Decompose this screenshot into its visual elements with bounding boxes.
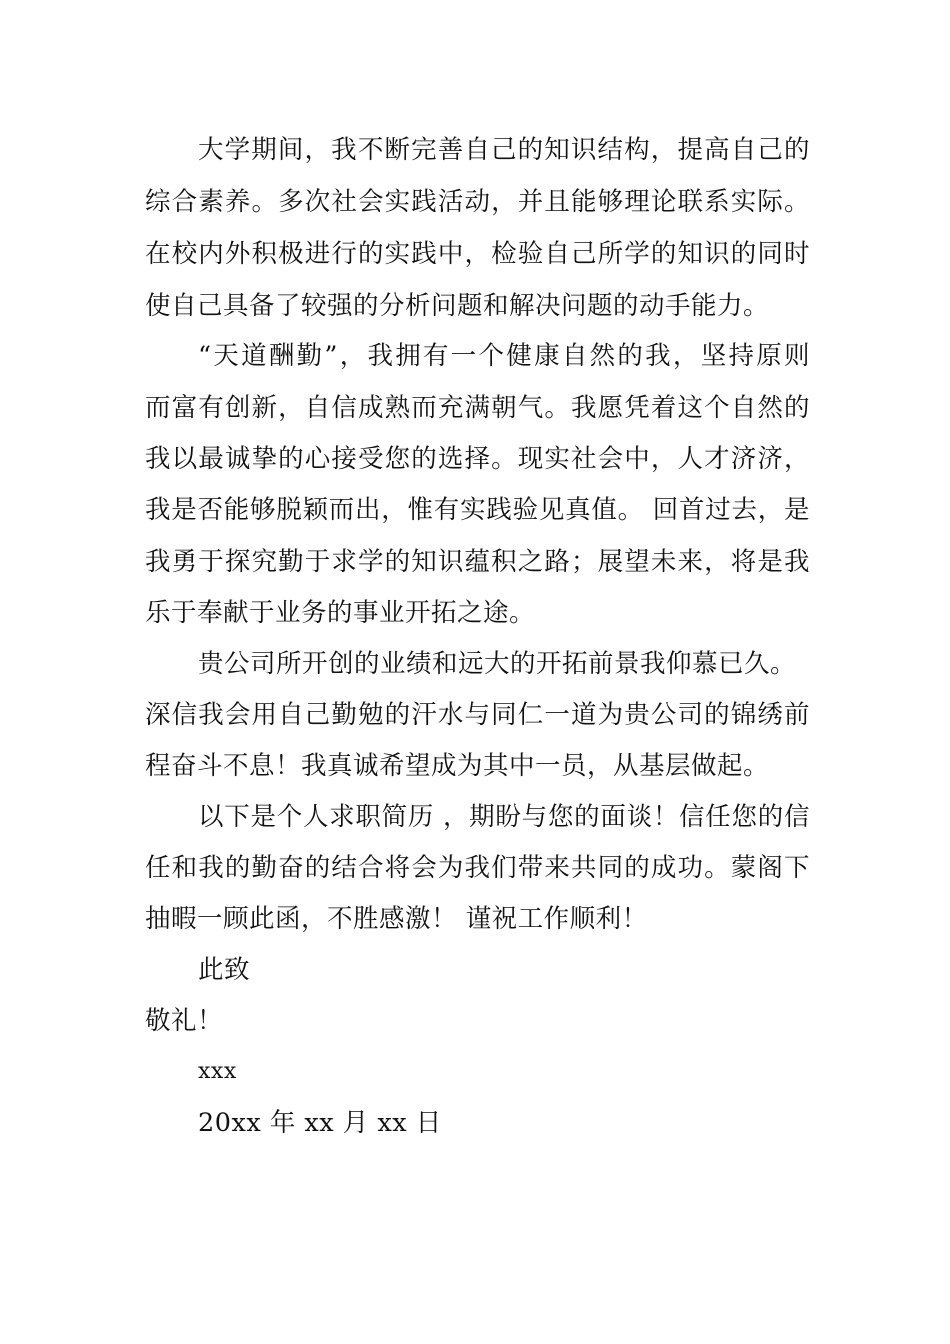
paragraph-4-line-3: 抽暇一顾此函，不胜感激！ 谨祝工作顺利！ bbox=[145, 904, 648, 934]
paragraph-1-line-4: 使自己具备了较强的分析问题和解决问题的动手能力。 bbox=[145, 291, 770, 321]
paragraph-3-line-3: 程奋斗不息！我真诚希望成为其中一员，从基层做起。 bbox=[145, 751, 770, 781]
salutation: 敬礼！ bbox=[145, 1006, 224, 1036]
paragraph-2-line-4: 我是否能够脱颖而出，惟有实践验见真值。 回首过去，是 bbox=[145, 495, 810, 525]
signature-name: xxx bbox=[198, 1059, 237, 1084]
paragraph-1-line-3: 在校内外积极进行的实践中，检验自己所学的知识的同时 bbox=[145, 239, 810, 269]
paragraph-2-line-2: 而富有创新，自信成熟而充满朝气。我愿凭着这个自然的 bbox=[145, 393, 810, 423]
paragraph-4-line-1: 以下是个人求职简历 ，期盼与您的面谈！信任您的信 bbox=[198, 802, 810, 832]
paragraph-2-line-1: “天道酬勤”，我拥有一个健康自然的我，坚持原则 bbox=[198, 341, 810, 371]
paragraph-2-line-6: 乐于奉献于业务的事业开拓之途。 bbox=[145, 598, 536, 628]
closing-phrase: 此致 bbox=[198, 955, 251, 985]
paragraph-1-line-2: 综合素养。多次社会实践活动，并且能够理论联系实际。 bbox=[145, 187, 810, 217]
signature-date: 20xx 年 xx 月 xx 日 bbox=[198, 1108, 442, 1138]
paragraph-4-line-2: 任和我的勤奋的结合将会为我们带来共同的成功。蒙阁下 bbox=[145, 853, 810, 883]
paragraph-3-line-2: 深信我会用自己勤勉的汗水与同仁一道为贵公司的锦绣前 bbox=[145, 700, 810, 730]
paragraph-3-line-1: 贵公司所开创的业绩和远大的开拓前景我仰慕已久。 bbox=[198, 649, 797, 679]
paragraph-2-line-5: 我勇于探究勤于求学的知识蕴积之路；展望未来，将是我 bbox=[145, 547, 810, 577]
paragraph-1-line-1: 大学期间，我不断完善自己的知识结构，提高自己的 bbox=[198, 135, 810, 165]
paragraph-2-line-3: 我以最诚挚的心接受您的选择。现实社会中，人才济济， bbox=[145, 444, 810, 474]
